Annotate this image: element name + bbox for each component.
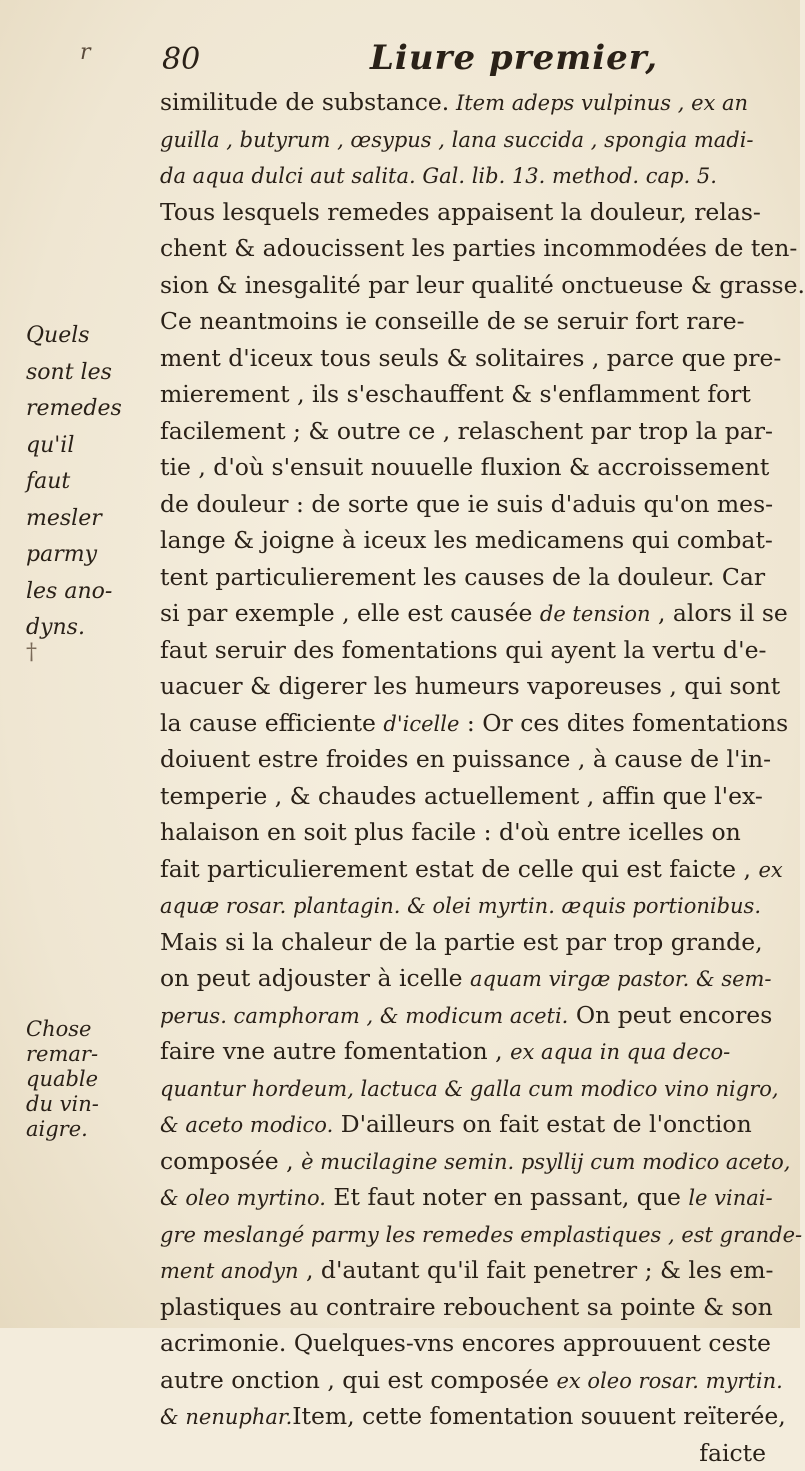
text-line	[160, 1106, 780, 1143]
roman-text: uacuer & digerer les humeurs vaporeuses , qui sont	[160, 672, 780, 700]
text-line	[160, 778, 780, 815]
text-line	[160, 851, 780, 888]
italic-text: d'icelle	[383, 712, 459, 736]
roman-text: de douleur : de sorte que ie suis d'aduis qu'on mes-	[160, 490, 773, 518]
text-line	[160, 486, 780, 523]
text-line	[160, 157, 780, 194]
italic-text: Item adeps vulpinus , ex an	[449, 91, 748, 115]
roman-text: Item, cette fomentation souuent reïterée,	[292, 1402, 786, 1430]
text-line	[160, 522, 780, 559]
text-line	[160, 997, 780, 1034]
text-line	[160, 924, 780, 961]
text-line	[160, 449, 780, 486]
text-line	[160, 632, 780, 669]
roman-text: plastiques au contraire rebouchent sa pointe & son	[160, 1293, 773, 1321]
roman-text: temperie , & chaudes actuellement , affin que l'ex-	[160, 782, 763, 810]
text-line	[160, 1070, 780, 1107]
text-line	[160, 595, 780, 632]
roman-text: chent & adoucissent les parties incommodées de ten-	[160, 234, 797, 262]
roman-text: acrimonie. Quelques-vns encores approuuent ceste	[160, 1329, 771, 1357]
roman-text: la cause efficiente	[160, 709, 383, 737]
text-line	[160, 121, 780, 158]
italic-text: ex oleo rosar. myrtin.	[556, 1369, 782, 1393]
italic-text: & nenuphar.	[160, 1405, 292, 1429]
roman-text: , alors il se	[651, 599, 788, 627]
roman-text: doiuent estre froides en puissance , à cause de l'in-	[160, 745, 771, 773]
roman-text: On peut encores	[568, 1001, 772, 1029]
italic-text: aquam virgæ pastor. & sem-	[470, 967, 772, 991]
text-line	[160, 705, 780, 742]
text-line	[160, 887, 780, 924]
roman-text: si par exemple , elle est causée	[160, 599, 540, 627]
italic-text: & aceto modico.	[160, 1113, 333, 1137]
roman-text: lange & joigne à iceux les medicamens qui combat-	[160, 526, 773, 554]
text-line	[160, 1289, 780, 1326]
roman-text: : Or ces dites fomentations	[459, 709, 788, 737]
italic-text: perus. camphoram , & modicum aceti.	[160, 1004, 568, 1028]
text-line	[160, 1033, 780, 1070]
roman-text: fait particulierement estat de celle qui est faicte ,	[160, 855, 758, 883]
italic-text: è mucilagine semin. psyllij cum modico aceto,	[301, 1150, 790, 1174]
roman-text: on peut adjouster à icelle	[160, 964, 470, 992]
text-line	[160, 1179, 780, 1216]
text-line	[160, 960, 780, 997]
roman-text: Mais si la chaleur de la partie est par trop grande,	[160, 928, 763, 956]
margin-dagger-mark: †	[26, 640, 37, 665]
italic-text: aquæ rosar. plantagin. & olei myrtin. æquis portionibus.	[160, 894, 761, 918]
text-line	[160, 84, 780, 121]
margin-note-anodyns: Quels sont les remedes qu'il faut mesler parmy les ano- dyns.	[26, 318, 156, 647]
roman-text: D'ailleurs on fait estat de l'onction	[333, 1110, 751, 1138]
text-line	[160, 1325, 780, 1362]
text-line	[160, 303, 780, 340]
italic-text: da aqua dulci aut salita. Gal. lib. 13. method. cap. 5.	[160, 164, 717, 188]
italic-text: ex aqua in qua deco-	[510, 1040, 730, 1064]
roman-text: facilement ; & outre ce , relaschent par trop la par-	[160, 417, 773, 445]
catchword: faicte	[160, 1435, 780, 1471]
text-line	[160, 267, 780, 304]
text-line	[160, 1252, 780, 1289]
roman-text: halaison en soit plus facile : d'où entre icelles on	[160, 818, 741, 846]
text-line	[160, 1362, 780, 1399]
text-line	[160, 194, 780, 231]
roman-text: faire vne autre fomentation ,	[160, 1037, 510, 1065]
roman-text: , d'autant qu'il fait penetrer ; & les em-	[299, 1256, 774, 1284]
roman-text: tie , d'où s'ensuit nouuelle fluxion & accroissement	[160, 453, 769, 481]
roman-text: composée ,	[160, 1147, 301, 1175]
text-line	[160, 230, 780, 267]
text-line	[160, 668, 780, 705]
roman-text: sion & inesgalité par leur qualité onctueuse & grasse.	[160, 271, 805, 299]
text-line	[160, 559, 780, 596]
page-header	[80, 38, 780, 88]
roman-text: tent particulierement les causes de la douleur. Car	[160, 563, 765, 591]
roman-text: ment d'iceux tous seuls & solitaires , parce que pre-	[160, 344, 781, 372]
roman-text: mierement , ils s'eschauffent & s'enflamment fort	[160, 380, 751, 408]
page-number: 80	[162, 42, 200, 77]
roman-text: similitude de substance.	[160, 88, 449, 116]
text-line	[160, 376, 780, 413]
text-line	[160, 340, 780, 377]
running-title: Liure premier,	[370, 38, 658, 78]
text-line	[160, 814, 780, 851]
roman-text: Et faut noter en passant, que	[326, 1183, 688, 1211]
italic-text: ment anodyn	[160, 1259, 299, 1283]
italic-text: quantur hordeum, lactuca & galla cum modico vino nigro,	[160, 1077, 779, 1101]
italic-text: gre meslangé parmy les remedes emplastiques , est grande-	[160, 1223, 802, 1247]
corner-mark: r	[80, 40, 91, 65]
roman-text: Ce neantmoins ie conseille de se seruir fort rare-	[160, 307, 745, 335]
text-line	[160, 1143, 780, 1180]
text-line	[160, 1398, 780, 1435]
roman-text: autre onction , qui est composée	[160, 1366, 556, 1394]
text-line	[160, 413, 780, 450]
italic-text: ex	[758, 858, 782, 882]
italic-text: le vinai-	[688, 1186, 772, 1210]
italic-text: guilla , butyrum , œsypus , lana succida , spongia madi-	[160, 128, 754, 152]
text-body	[160, 84, 780, 1471]
margin-note-vinaigre: Chose remar- quable du vin- aigre.	[26, 1017, 156, 1142]
italic-text: de tension	[540, 602, 651, 626]
italic-text: & oleo myrtino.	[160, 1186, 326, 1210]
roman-text: Tous lesquels remedes appaisent la douleur, relas-	[160, 198, 761, 226]
text-line	[160, 741, 780, 778]
text-line	[160, 1216, 780, 1253]
roman-text: faut seruir des fomentations qui ayent la vertu d'e-	[160, 636, 766, 664]
